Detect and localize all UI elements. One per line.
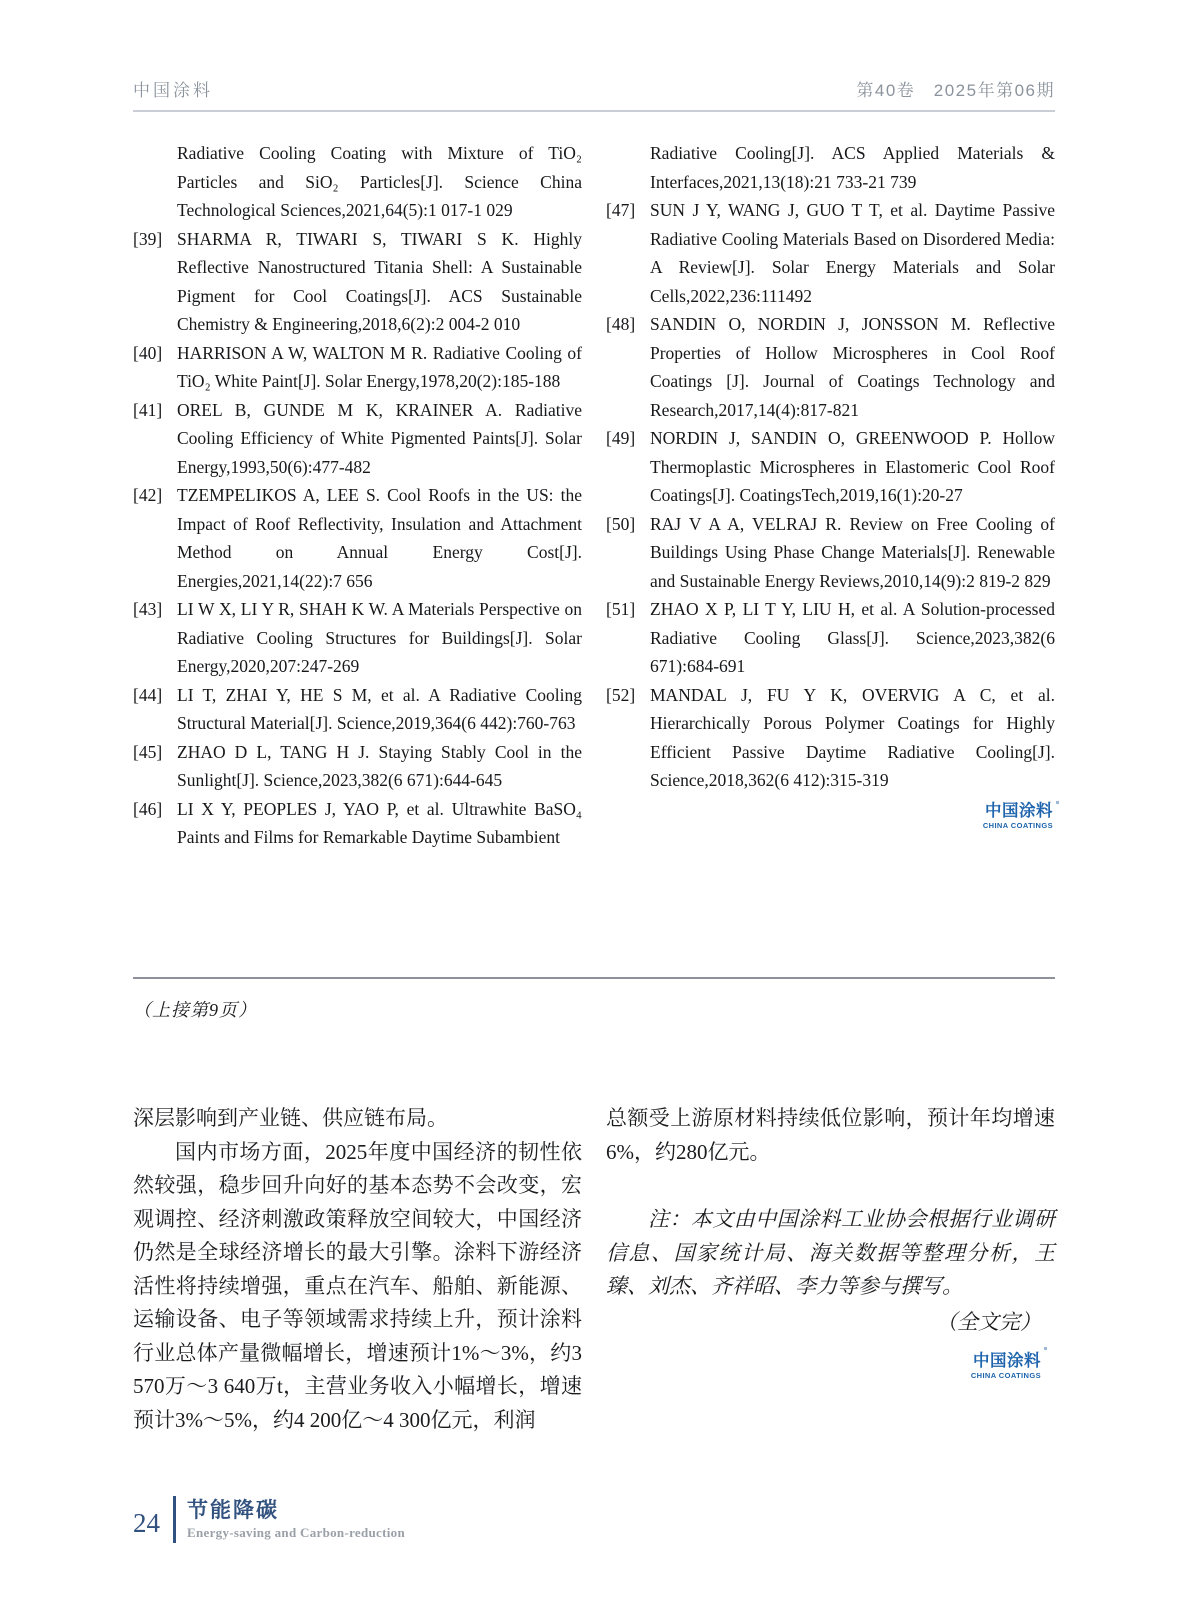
article-paragraph: 总额受上游原材料持续低位影响，预计年均增速6%，约280亿元。 (606, 1106, 1055, 1164)
references-column-right (606, 139, 1055, 852)
reference-number: [40] (133, 342, 163, 363)
reference-item (606, 595, 1055, 681)
reference-text: OREL B, GUNDE M K, KRAINER A. Radiative Cooling Efficiency of White Pigmented Paints[J]. Solar Energy,1993,50(6):477-482 (177, 399, 582, 477)
reference-item (606, 139, 1055, 196)
reference-number: [43] (133, 599, 163, 619)
trademark-mark (1044, 1347, 1047, 1350)
reference-item (133, 738, 582, 795)
reference-item (606, 424, 1055, 510)
reference-item (133, 339, 582, 396)
reference-item (606, 510, 1055, 596)
reference-number: [47] (606, 200, 636, 220)
reference-text: SUN J Y, WANG J, GUO T T, et al. Daytime Passive Radiative Cooling Materials Based on Disordered Media: A Review[J]. Solar Energy Materials and Solar Cells,2022,236:111492 (650, 200, 1055, 306)
logo-cn-text: 中国涂料 (973, 1352, 1041, 1370)
section-title-cn: 节能降碳 (187, 1498, 279, 1522)
reference-text: SANDIN O, NORDIN J, JONSSON M. Reflective Properties of Hollow Microspheres in Cool Roof Coatings [J]. Journal of Coatings Technology and Research,2017,14(4):817-821 (650, 314, 1055, 420)
article-column-right (606, 1102, 1055, 1437)
article-editor-note: 注：本文由中国涂料工业协会根据行业调研信息、国家统计局、海关数据等整理分析，王臻、刘杰、齐祥昭、李力等参与撰写。 (606, 1207, 1055, 1298)
reference-text: SHARMA R, TIWARI S, TIWARI S K. Highly Reflective Nanostructured Titania Shell: A Sustainable Pigment for Cool Coatings[J]. ACS Sustainable Chemistry & Engineering,2018,6(2):2 004-2 010 (177, 228, 582, 334)
section-title-en: Energy-saving and Carbon-reduction (187, 1525, 405, 1541)
page-footer (133, 1496, 405, 1543)
china-coatings-logo (606, 1349, 1055, 1380)
reference-item (133, 139, 582, 225)
footer-divider-bar (173, 1496, 176, 1543)
article-paragraph: 深层影响到产业链、供应链布局。 (133, 1106, 448, 1130)
section-divider (133, 977, 1055, 979)
reference-text: MANDAL J, FU Y K, OVERVIG A C, et al. Hierarchically Porous Polymer Coatings for Highly Efficient Passive Daytime Radiative Cooling[J]. Science,2018,362(6 412):315-319 (650, 684, 1055, 790)
reference-text: ZHAO D L, TANG H J. Staying Stably Cool in the Sunlight[J]. Science,2023,382(6 671):644-645 (177, 741, 582, 790)
reference-text: Radiative Cooling Coating with Mixture of TiO₂ Particles and SiO₂ Particles[J]. Science China Technological Sciences,2021,64(5):1 017-1 029 (177, 143, 582, 220)
running-head (133, 76, 1055, 112)
reference-number: [39] (133, 228, 163, 249)
reference-number: [46] (133, 798, 163, 819)
reference-number: [44] (133, 684, 163, 705)
reference-text: LI T, ZHAI Y, HE S M, et al. A Radiative Cooling Structural Material[J]. Science,2019,364(6 442):760-763 (177, 684, 582, 733)
reference-item (133, 396, 582, 482)
article-section (133, 1102, 1055, 1437)
logo-cn-text: 中国涂料 (985, 801, 1053, 820)
reference-item (133, 595, 582, 681)
journal-name: 中国涂料 (133, 81, 213, 100)
reference-text: RAJ V A A, VELRAJ R. Review on Free Cooling of Buildings Using Phase Change Materials[J]. Renewable and Sustainable Energy Reviews,2010,14(9):2 819-2 829 (650, 513, 1055, 591)
article-end-mark: （全文完） (936, 1309, 1041, 1334)
continuation-note: （上接第9页） (133, 1000, 257, 1020)
reference-number: [41] (133, 399, 163, 420)
reference-number: [49] (606, 428, 636, 448)
reference-text: Radiative Cooling[J]. ACS Applied Materials & Interfaces,2021,13(18):21 733-21 739 (650, 143, 1055, 192)
reference-item (133, 681, 582, 738)
reference-text: LI X Y, PEOPLES J, YAO P, et al. Ultrawhite BaSO₄ Paints and Films for Remarkable Daytime Subambient (177, 798, 582, 847)
china-coatings-logo (606, 803, 1055, 830)
references-column-left (133, 139, 582, 852)
trademark-mark (1056, 801, 1059, 804)
reference-number: [50] (606, 513, 636, 534)
reference-number: [42] (133, 485, 163, 505)
logo-en-text: CHINA COATINGS (970, 1371, 1041, 1380)
logo-en-text: CHINA COATINGS (982, 820, 1053, 830)
references-section (133, 139, 1055, 852)
page-number: 24 (133, 1508, 160, 1538)
reference-item (133, 225, 582, 339)
reference-item (606, 196, 1055, 310)
reference-item (133, 481, 582, 595)
reference-text: NORDIN J, SANDIN O, GREENWOOD P. Hollow Thermoplastic Microspheres in Elastomeric Cool Roof Coatings[J]. CoatingsTech,2019,16(1):20-27 (650, 428, 1055, 505)
reference-number: [52] (606, 684, 636, 705)
reference-number: [51] (606, 599, 636, 619)
reference-text: ZHAO X P, LI T Y, LIU H, et al. A Solution-processed Radiative Cooling Glass[J]. Science,2023,382(6 671):684-691 (650, 599, 1055, 676)
article-paragraph: 国内市场方面，2025年度中国经济的韧性依然较强，稳步回升向好的基本态势不会改变，宏观调控、经济刺激政策释放空间较大，中国经济仍然是全球经济增长的最大引擎。涂料下游经济活性将持续增强，重点在汽车、船舶、新能源、运输设备、电子等领域需求持续上升，预计涂料行业总体产量微幅增长，增速预计1%～3%，约3 570万～3 640万t，主营业务收入小幅增长，增速预计3%～5%，约4 200亿～4 300亿元，利润 (133, 1139, 582, 1432)
reference-number: [48] (606, 314, 636, 334)
reference-item (606, 681, 1055, 795)
reference-text: HARRISON A W, WALTON M R. Radiative Cooling of TiO₂ White Paint[J]. Solar Energy,1978,20(2):185-188 (177, 342, 582, 391)
reference-text: LI W X, LI Y R, SHAH K W. A Materials Perspective on Radiative Cooling Structures for Buildings[J]. Solar Energy,2020,207:247-269 (177, 599, 582, 676)
volume-issue: 第40卷 2025年第06期 (856, 81, 1055, 100)
reference-text: TZEMPELIKOS A, LEE S. Cool Roofs in the US: the Impact of Roof Reflectivity, Insulation and Attachment Method on Annual Energy Cost[J]. Energies,2021,14(22):7 656 (177, 485, 582, 591)
reference-item (606, 310, 1055, 424)
reference-number: [45] (133, 741, 163, 762)
article-column-left (133, 1102, 582, 1437)
reference-item (133, 795, 582, 852)
